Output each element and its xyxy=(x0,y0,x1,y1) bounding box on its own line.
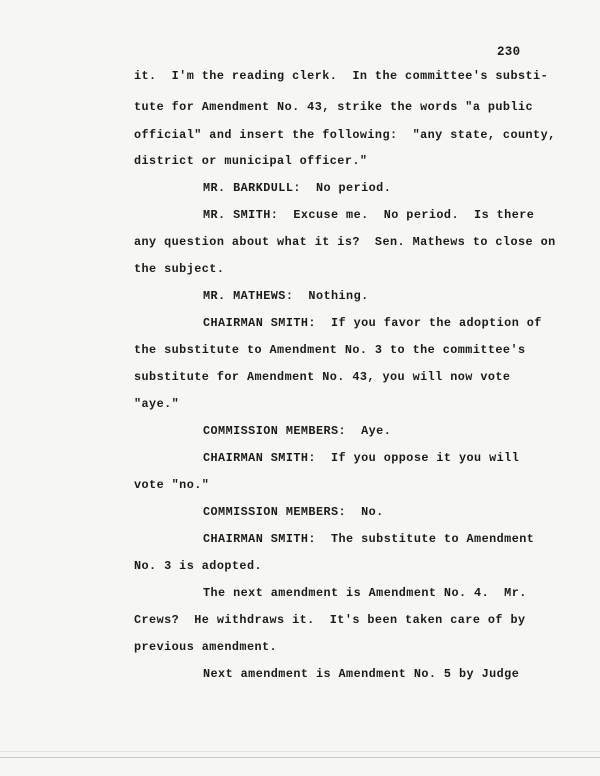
text-line: the substitute to Amendment No. 3 to the committee's xyxy=(134,343,526,357)
speaker-line: MR. SMITH: Excuse me. No period. Is there xyxy=(203,208,535,222)
scan-edge xyxy=(0,757,600,758)
text-line: tute for Amendment No. 43, strike the words "a public xyxy=(134,100,534,114)
speaker-line: MR. MATHEWS: Nothing. xyxy=(203,289,369,303)
speaker-line: MR. BARKDULL: No period. xyxy=(203,181,392,195)
text-line: previous amendment. xyxy=(134,640,278,654)
page-number: 230 xyxy=(497,45,521,59)
text-line: Crews? He withdraws it. It's been taken care of by xyxy=(134,613,526,627)
text-line: "aye." xyxy=(134,397,180,411)
speaker-line: COMMISSION MEMBERS: Aye. xyxy=(203,424,392,438)
text-line: official" and insert the following: "any state, county, xyxy=(134,128,556,142)
text-line: No. 3 is adopted. xyxy=(134,559,262,573)
speaker-line: CHAIRMAN SMITH: The substitute to Amendment xyxy=(203,532,535,546)
paragraph-line: The next amendment is Amendment No. 4. Mr. xyxy=(203,586,527,600)
text-line: vote "no." xyxy=(134,478,210,492)
scan-edge-faint xyxy=(0,751,600,752)
text-line: district or municipal officer." xyxy=(134,154,368,168)
paragraph-line: Next amendment is Amendment No. 5 by Judge xyxy=(203,667,520,681)
speaker-line: CHAIRMAN SMITH: If you favor the adoption of xyxy=(203,316,542,330)
speaker-line: CHAIRMAN SMITH: If you oppose it you will xyxy=(203,451,520,465)
text-line: the subject. xyxy=(134,262,225,276)
text-line: any question about what it is? Sen. Mathews to close on xyxy=(134,235,556,249)
speaker-line: COMMISSION MEMBERS: No. xyxy=(203,505,384,519)
text-line: it. I'm the reading clerk. In the committee's substi- xyxy=(134,69,549,83)
text-line: substitute for Amendment No. 43, you will now vote xyxy=(134,370,511,384)
